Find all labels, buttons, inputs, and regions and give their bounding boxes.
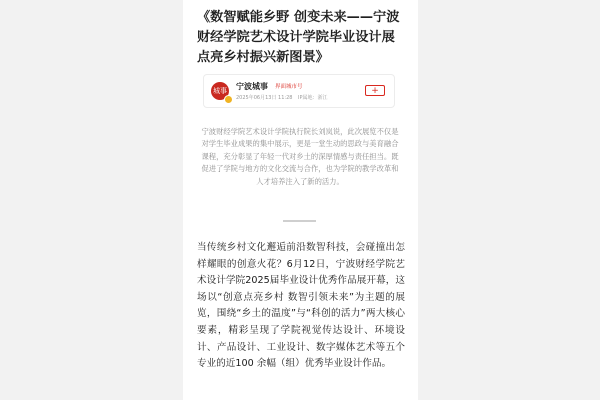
article-body: 当传统乡村文化邂逅前沿数智科技，会碰撞出怎样耀眼的创意火花？6月12日，宁波财经学院艺术设计学院2025届毕业设计优秀作品展开幕，这场以“创意点亮乡村 数智引领未来”为主题的展览，围绕“乡土的温度”与“科创的活力”两大核心要素，精彩呈现了学院视觉传达设计、环境设计、产品设计、工业设计、数字媒体艺术等五个专业的近100 余幅（组）优秀毕业设计作品。 <box>197 242 405 370</box>
verified-badge-icon <box>224 95 233 104</box>
author-avatar[interactable]: 城事 <box>211 82 229 100</box>
article-title: 《数智赋能乡野 创变未来——宁波财经学院艺术设计学院毕业设计展点亮乡村振兴新图景》 <box>197 10 400 65</box>
author-meta <box>236 94 332 101</box>
article-summary: 宁波财经学院艺术设计学院执行院长刘岚说，此次展览不仅是对学生毕业成果的集中展示，更是一堂生动的思政与美育融合课程，充分彰显了年轻一代对乡土的深厚情感与责任担当。既促进了学院与地方的文化交流与合作，也为学院的教学改革和人才培养注入了新的活力。 <box>201 127 399 186</box>
author-name[interactable]: 宁波城事 <box>236 82 268 91</box>
verified-label: 界面城市号 <box>275 84 303 90</box>
article-page <box>183 0 418 400</box>
author-card[interactable] <box>203 74 395 108</box>
ip-location: IP属地：浙江 <box>298 95 328 101</box>
follow-button[interactable]: + <box>365 85 385 96</box>
publish-date: 2025年06月13日 11:28 <box>236 95 293 101</box>
divider <box>283 220 316 222</box>
